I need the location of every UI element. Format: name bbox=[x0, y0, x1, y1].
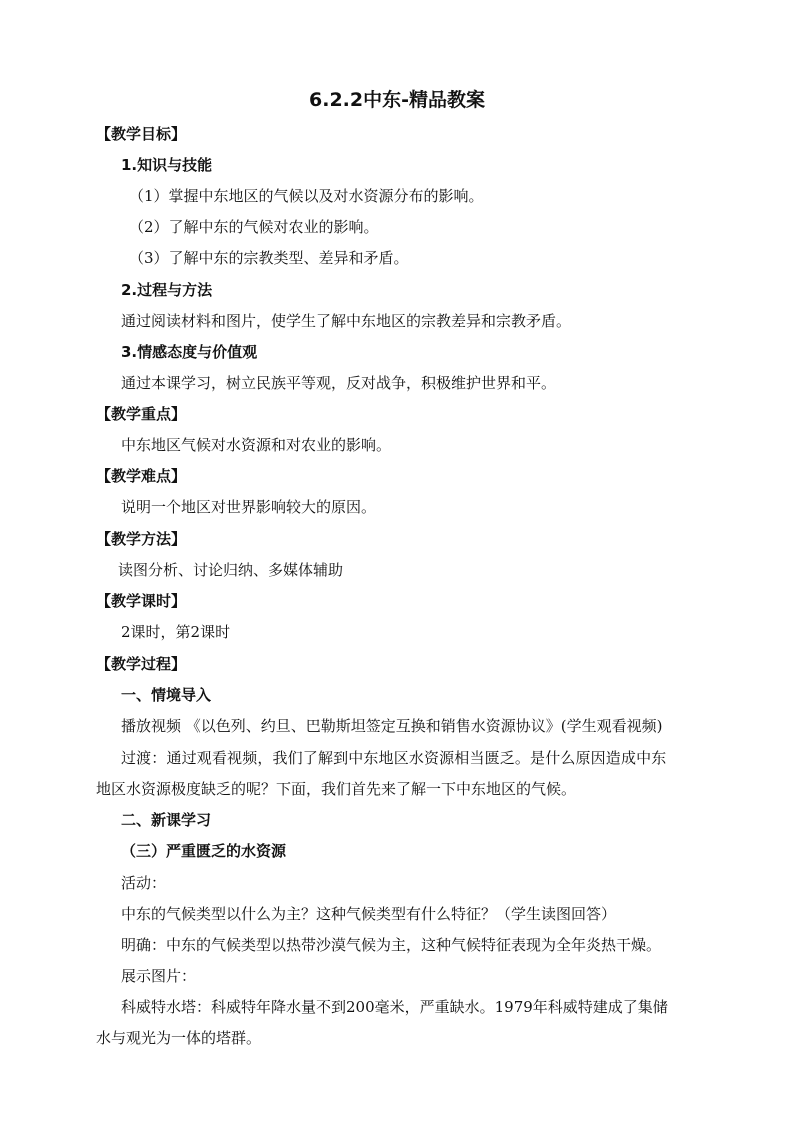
page-title: 6.2.2中东-精品教案 bbox=[309, 89, 485, 111]
part2-heading: 二、新课学习 bbox=[121, 811, 212, 829]
clarification-text: 明确：中东的气候类型以热带沙漠气候为主，这种气候特征表现为全年炎热干燥。 bbox=[121, 936, 662, 954]
goal1-item-2: （2）了解中东的气候对农业的影响。 bbox=[129, 218, 379, 236]
activity-question: 中东的气候类型以什么为主？这种气候类型有什么特征？（学生读图回答） bbox=[121, 905, 617, 923]
class-hours-heading: 【教学课时】 bbox=[96, 592, 187, 610]
goal1-item-1: （1）掌握中东地区的气候以及对水资源分布的影响。 bbox=[129, 187, 484, 205]
goal3-text: 通过本课学习，树立民族平等观，反对战争，积极维护世界和平。 bbox=[121, 374, 557, 392]
goal3-heading: 3.情感态度与价值观 bbox=[121, 343, 258, 361]
key-points-text: 中东地区气候对水资源和对农业的影响。 bbox=[121, 436, 392, 454]
methods-text: 读图分析、讨论归纳、多媒体辅助 bbox=[118, 561, 344, 579]
part1-line-1: 播放视频 《以色列、约旦、巴勒斯坦签定互换和销售水资源协议》(学生观看视频) bbox=[121, 717, 663, 735]
key-points-heading: 【教学重点】 bbox=[96, 405, 187, 423]
process-heading: 【教学过程】 bbox=[96, 655, 187, 673]
activity-label: 活动： bbox=[121, 874, 167, 892]
part1-line-3: 地区水资源极度缺乏的呢？下面，我们首先来了解一下中东地区的气候。 bbox=[96, 780, 577, 798]
part1-heading: 一、情境导入 bbox=[121, 686, 212, 704]
difficulties-heading: 【教学难点】 bbox=[96, 467, 187, 485]
class-hours-text: 2课时，第2课时 bbox=[121, 623, 231, 641]
goal2-heading: 2.过程与方法 bbox=[121, 281, 213, 299]
difficulties-text: 说明一个地区对世界影响较大的原因。 bbox=[121, 498, 377, 516]
part2-subheading: （三）严重匮乏的水资源 bbox=[121, 842, 287, 860]
goal1-item-3: （3）了解中东的宗教类型、差异和矛盾。 bbox=[129, 249, 409, 267]
show-picture-label: 展示图片： bbox=[121, 967, 197, 985]
goal1-heading: 1.知识与技能 bbox=[121, 156, 213, 174]
methods-heading: 【教学方法】 bbox=[96, 530, 187, 548]
kuwait-line-2: 水与观光为一体的塔群。 bbox=[96, 1029, 262, 1047]
part1-line-2: 过渡：通过观看视频，我们了解到中东地区水资源相当匮乏。是什么原因造成中东 bbox=[121, 749, 667, 767]
goals-heading: 【教学目标】 bbox=[96, 125, 187, 143]
kuwait-line-1: 科威特水塔：科威特年降水量不到200毫米，严重缺水。1979年科威特建成了集储 bbox=[121, 998, 668, 1016]
goal2-text: 通过阅读材料和图片，使学生了解中东地区的宗教差异和宗教矛盾。 bbox=[121, 312, 572, 330]
